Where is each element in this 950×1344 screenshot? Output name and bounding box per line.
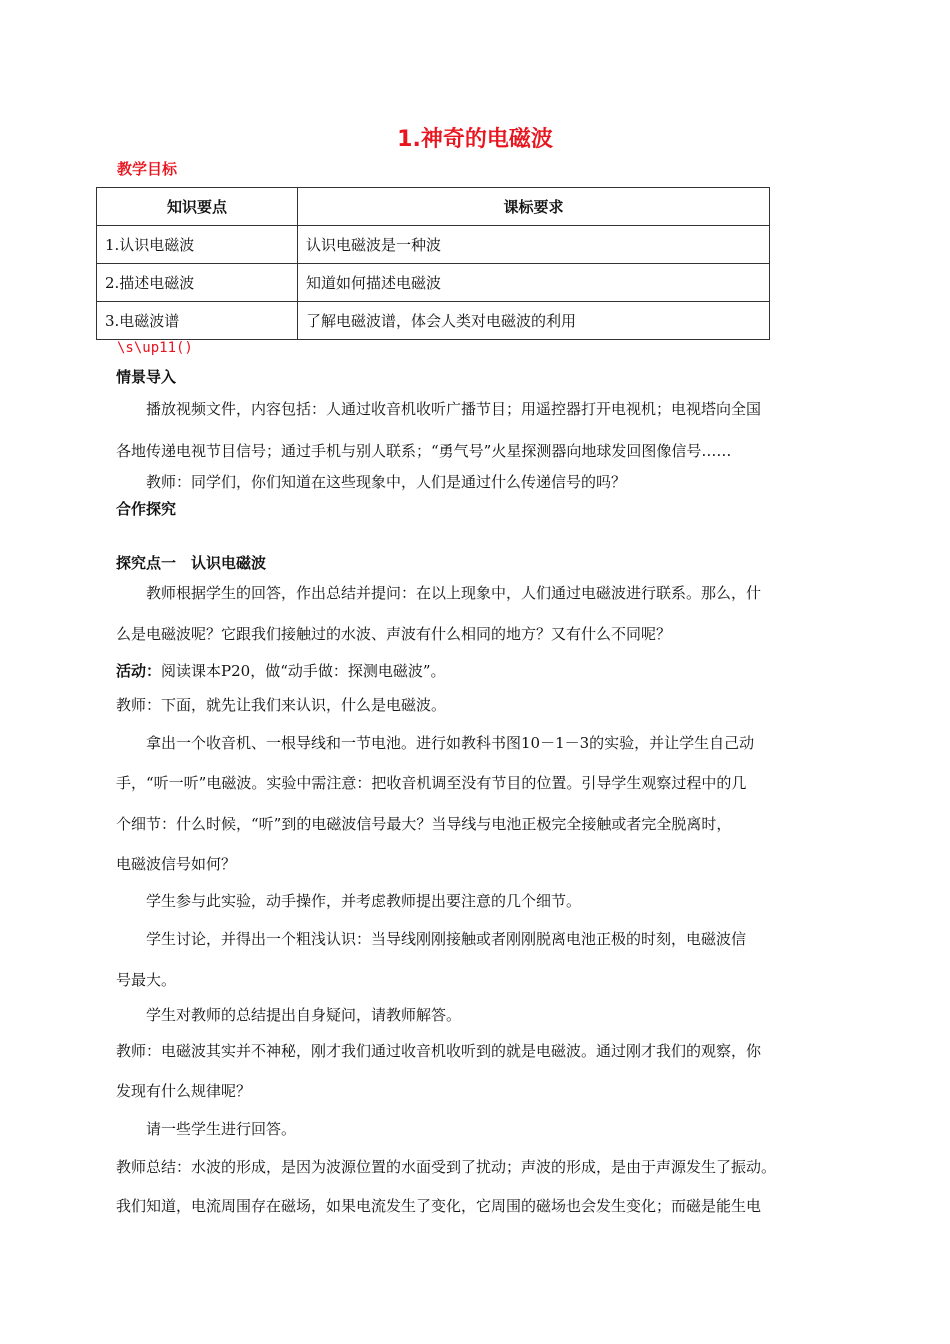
section-heading: 情景导入 [116,368,177,386]
paragraph-line: 手，“听一听”电磁波。实验中需注意：把收音机调至没有节目的位置。引导学生观察过程中的几 [116,774,747,792]
paragraph-line: 教师：电磁波其实并不神秘，刚才我们通过收音机收听到的就是电磁波。通过刚才我们的观察，你 [116,1042,762,1060]
goals-table [96,187,770,340]
paragraph-line: 么是电磁波呢？它跟我们接触过的水波、声波有什么相同的地方？又有什么不同呢？ [116,625,672,643]
table-cell: 知道如何描述电磁波 [298,264,770,302]
paragraph-line: 教师根据学生的回答，作出总结并提问：在以上现象中，人们通过电磁波进行联系。那么，什 [116,584,762,602]
section-heading-goals: 教学目标 [117,160,178,178]
paragraph-line: 学生参与此实验，动手操作，并考虑教师提出要注意的几个细节。 [116,892,582,910]
paragraph-line: 号最大。 [116,971,177,989]
table-cell: 了解电磁波谱，体会人类对电磁波的利用 [298,302,770,340]
paragraph-line: 各地传递电视节目信号；通过手机与别人联系；“勇气号”火星探测器向地球发回图像信号…… [116,442,732,460]
table-row [97,226,770,264]
paragraph-line: 播放视频文件，内容包括：人通过收音机收听广播节目；用遥控器打开电视机；电视塔向全国 [116,400,762,418]
paragraph-line: 发现有什么规律呢？ [116,1082,252,1100]
paragraph-line: 我们知道，电流周围存在磁场，如果电流发生了变化，它周围的磁场也会发生变化；而磁是能生电 [116,1197,762,1215]
paragraph-line: 活动：阅读课本P20，做“动手做：探测电磁波”。 [116,662,446,680]
section-heading: 探究点一 认识电磁波 [116,554,267,572]
page-title: 1.神奇的电磁波 [397,127,553,152]
paragraph-line: 请一些学生进行回答。 [116,1120,297,1138]
paragraph-line: 教师：同学们，你们知道在这些现象中，人们是通过什么传递信号的吗？ [116,473,627,491]
table-cell: 认识电磁波是一种波 [298,226,770,264]
table-header-cell: 课标要求 [298,188,770,226]
paragraph-line: 电磁波信号如何？ [116,855,237,873]
paragraph-line: 个细节：什么时候，“听”到的电磁波信号最大？当导线与电池正极完全接触或者完全脱离时， [116,815,732,833]
table-header-cell: 知识要点 [97,188,298,226]
paragraph-line: 教师：下面，就先让我们来认识，什么是电磁波。 [116,696,447,714]
table-cell: 1.认识电磁波 [97,226,298,264]
paragraph-line: 教师总结：水波的形成，是因为波源位置的水面受到了扰动；声波的形成，是由于声源发生了振动。 [116,1158,777,1176]
table-cell: 3.电磁波谱 [97,302,298,340]
inline-label: 活动： [116,662,162,680]
field-code-text: \s\up11() [117,340,193,356]
table-row [97,302,770,340]
section-heading: 合作探究 [116,500,177,518]
table-header-row [97,188,770,226]
table-cell: 2.描述电磁波 [97,264,298,302]
table-row [97,264,770,302]
paragraph-line: 学生对教师的总结提出自身疑问，请教师解答。 [116,1006,462,1024]
paragraph-line: 拿出一个收音机、一根导线和一节电池。进行如教科书图10－1－3的实验，并让学生自己动 [116,734,755,752]
paragraph-line: 学生讨论，并得出一个粗浅认识：当导线刚刚接触或者刚刚脱离电池正极的时刻，电磁波信 [116,930,747,948]
